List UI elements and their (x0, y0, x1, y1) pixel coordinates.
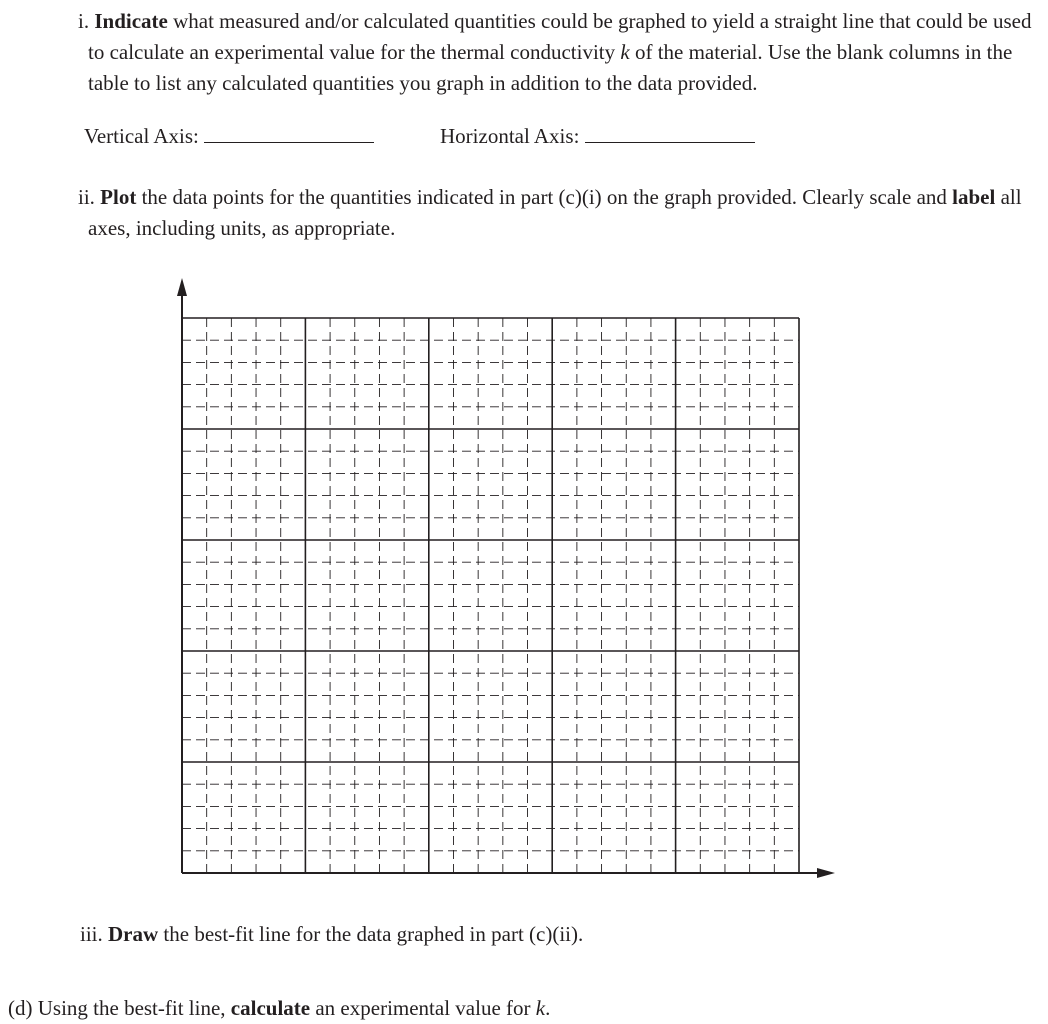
part-ii-text-1: the data points for the quantities indicated in part (c)(i) on the graph provided. Clearly scale and (136, 185, 953, 209)
part-iii-numeral: iii. (80, 922, 103, 946)
part-d-label: (d) Using the best-fit line, (8, 996, 231, 1020)
vertical-axis-arrowhead (177, 278, 187, 296)
horizontal-axis-label: Horizontal Axis: (440, 124, 580, 148)
horizontal-axis-arrowhead (817, 868, 835, 878)
part-i-verb: Indicate (94, 9, 168, 33)
part-d-verb: calculate (230, 996, 311, 1020)
major-grid-lines (182, 318, 799, 873)
part-d-end: . (545, 996, 551, 1020)
part-iii-verb: Draw (108, 922, 159, 946)
part-ii-verb-2: label (952, 185, 996, 209)
part-i-numeral: i. (78, 9, 90, 33)
part-i-k-symbol: k (620, 40, 630, 64)
part-i-text-1: what measured and/or calculated quantities could be graphed to yield a straight line that could be used to calculate an experimental value for the thermal conductivity (88, 9, 1032, 64)
vertical-axis-label: Vertical Axis: (84, 124, 199, 148)
part-iii-text: the best-fit line for the data graphed in part (c)(ii). (158, 922, 584, 946)
question-part-d (8, 993, 550, 1024)
graph-axes (177, 278, 835, 878)
part-i-text-2: of the material. Use the blank columns in the table to list any calculated quantities you graph in addition to the data provided. (88, 40, 1013, 95)
minor-grid-lines (182, 318, 799, 873)
part-d-text: an experimental value for (310, 996, 536, 1020)
part-ii-text-2: all axes, including units, as appropriate. (88, 185, 1022, 240)
part-d-k-symbol: k (535, 996, 546, 1020)
question-part-iii (80, 919, 583, 950)
part-ii-verb-1: Plot (100, 185, 137, 209)
part-ii-numeral: ii. (78, 185, 95, 209)
